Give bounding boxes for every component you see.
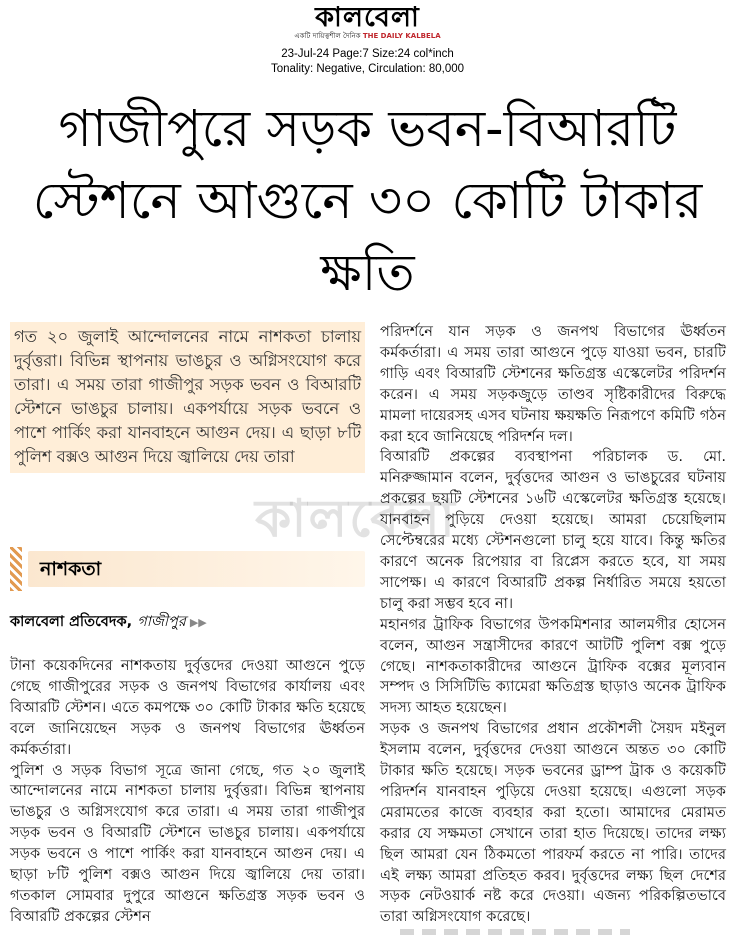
watermark-logo: কালবেলা <box>255 488 457 549</box>
newspaper-logo: কালবেলা <box>315 2 420 33</box>
body-paragraph: বিআরটি প্রকল্পের ব্যবস্থাপনা পরিচালক ড. মো. মনিরুজ্জামান বলেন, দুর্বৃত্তদের আগুন ও ভাঙচুরের ঘটনায় প্রকল্পের ছয়টি স্টেশনের ১৬টি এস্কেলেটর ক্ষতিগ্রস্ত হয়েছে। যানবাহন পুড়িয়ে দেওয়া হয়েছে। আমরা চেয়েছিলাম সেপ্টেম্বরের মধ্যে স্টেশনগুলো চালু হয়ে যাবে। কিন্তু ক্ষতির কারণে অনেক রিপেয়ার বা রিপ্লেস করতে হবে, যা সময় সাপেক্ষ। এ কারণে বিআরটি প্রকল্প নির্ধারিত সময়ে হয়তো চালু করা সম্ভব হবে না। <box>380 448 726 612</box>
decorative-pattern-icon <box>10 547 22 591</box>
lead-summary: গত ২০ জুলাই আন্দোলনের নামে নাশকতা চালায় দুর্বৃত্তরা। বিভিন্ন স্থাপনায় ভাঙচুর ও অগ্নিসংযোগ করে তারা। এ সময় তারা গাজীপুর সড়ক ভবন ও বিআরটি স্টেশনে ভাঙচুর চালায়। একপর্যায়ে সড়ক ভবনে ও পাশে পার্কিং করা যানবাহনে আগুন দেয়। এ ছাড়া ৮টি পুলিশ বক্সও আগুন দিয়ে জ্বালিয়ে দেয় তারা <box>10 322 365 473</box>
article-headline: গাজীপুরে সড়ক ভবন-বিআরটি স্টেশনে আগুনে ৩০ কোটি টাকার ক্ষতি <box>32 100 703 303</box>
metadata-date-page-size: 23-Jul-24 Page:7 Size:24 col*inch <box>281 48 454 60</box>
byline-location: গাজীপুর <box>137 614 186 630</box>
masthead <box>0 4 735 41</box>
double-arrow-icon: ▶▶ <box>189 616 207 629</box>
byline <box>10 612 365 633</box>
metadata-tonality-circulation: Tonality: Negative, Circulation: 80,000 <box>270 63 465 75</box>
cut-off-text-fragment <box>400 929 630 935</box>
body-paragraph: পরিদর্শনে যান সড়ক ও জনপথ বিভাগের ঊর্ধ্বতন কর্মকর্তারা। এ সময় তারা আগুনে পুড়ে যাওয়া ভবন, চারটি গাড়ি এবং বিআরটি স্টেশনের ক্ষতিগ্রস্ত এস্কেলেটর পরিদর্শন করেন। এ সময় সড়কজুড়ে তাণ্ডব সৃষ্টিকারীদের বিরুদ্ধে মামলা দায়েরসহ এসব ঘটনায় ক্ষয়ক্ষতি নিরূপণে কমিটি গঠন করা হবে জানিয়েছে পরিদর্শন দল। <box>380 323 726 445</box>
section-label: নাশকতা <box>28 551 365 587</box>
byline-author: কালবেলা প্রতিবেদক, <box>10 614 133 630</box>
clipping-metadata <box>0 47 735 77</box>
body-paragraph: টানা কয়েকদিনের নাশকতায় দুর্বৃত্তদের দেওয়া আগুনে পুড়ে গেছে গাজীপুরের সড়ক ও জনপথ বিভাগের কার্যালয় এবং বিআরটি স্টেশন। এতে কমপক্ষে ৩০ কোটি টাকার ক্ষতি হয়েছে বলে জানিয়েছেন সড়ক ও জনপথ বিভাগের ঊর্ধ্বতন কর্মকর্তারা। <box>10 657 365 758</box>
section-header <box>10 547 365 591</box>
body-paragraph: পুলিশ ও সড়ক বিভাগ সূত্রে জানা গেছে, গত ২০ জুলাই আন্দোলনের নামে নাশকতা চালায় দুর্বৃত্তরা। বিভিন্ন স্থাপনায় ভাঙচুর ও অগ্নিসংযোগ করে তারা। এ সময় তারা গাজীপুর সড়ক ভবন ও বিআরটি স্টেশনে ভাঙচুর চালায়। একপর্যায়ে সড়ক ভবনে ও পাশে পার্কিং করা যানবাহনে আগুন দেয়। এ ছাড়া ৮টি পুলিশ বক্সও আগুন দিয়ে জ্বালিয়ে দেয় তারা। গতকাল সোমবার দুপুরে আগুনে ক্ষতিগ্রস্ত সড়ক ভবন ও বিআরটি প্রকল্পের স্টেশন <box>10 761 365 925</box>
masthead-tagline <box>0 32 735 41</box>
body-column-left <box>10 656 365 928</box>
tagline-bengali: একটি দায়িত্বশীল দৈনিক <box>294 32 361 40</box>
tagline-english: THE DAILY KALBELA <box>362 32 441 40</box>
body-column-right <box>380 322 726 928</box>
body-paragraph: সড়ক ও জনপথ বিভাগের প্রধান প্রকৌশলী সৈয়দ মইনুল ইসলাম বলেন, দুর্বৃত্তদের দেওয়া আগুনে অন্তত ৩০ কোটি টাকার ক্ষতি হয়েছে। সড়ক ভবনের ড্রাম্প ট্রাক ও কয়েকটি পরিদর্শন যানবাহন পুড়িয়ে দেওয়া হয়েছে। এগুলো সড়ক মেরামতের কাজে ব্যবহার করা হতো। আমাদের মেরামত করার যে সক্ষমতা সেখানে তারা হাত দিয়েছে। তাদের লক্ষ্য ছিল আমরা যেন ঠিকমতো পারফর্ম করতে না পারি। তাদের এই লক্ষ্য আমরা প্রতিহত করব। দুর্বৃত্তদের লক্ষ্য ছিল দেশের সড়ক নেটওয়ার্ক নষ্ট করে দেওয়া। এজন্য পরিকল্পিতভাবে তারা অগ্নিসংযোগ করেছে। <box>380 720 726 926</box>
body-paragraph: মহানগর ট্রাফিক বিভাগের উপকমিশনার আলমগীর হোসেন বলেন, আগুন সন্ত্রাসীদের কারণে আটটি পুলিশ বক্স পুড়ে গেছে। নাশকতাকারীদের আগুনে ট্রাফিক বক্সের মূল্যবান সম্পদ ও সিসিটিভি ক্যামেরা ক্ষতিগ্রস্ত ছাড়াও অনেক ট্রাফিক সদস্য আহত হয়েছেন। <box>380 615 726 717</box>
